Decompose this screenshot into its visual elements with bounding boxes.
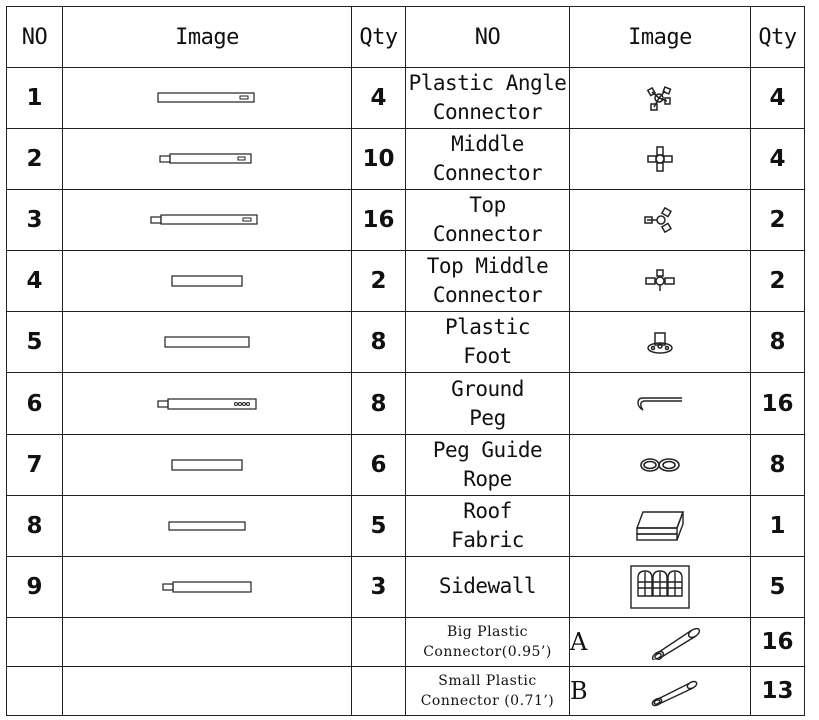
part-name — [406, 434, 570, 495]
pole-icon — [160, 335, 254, 349]
table-row — [7, 617, 805, 666]
table-row — [7, 666, 805, 715]
pole-qty: 5 — [352, 495, 406, 556]
table-row — [7, 373, 805, 434]
header-image-left: Image — [63, 7, 352, 68]
pole-qty: 10 — [352, 129, 406, 190]
part-name-line: Ground — [451, 376, 524, 401]
item-number: 8 — [7, 495, 63, 556]
part-image — [570, 434, 751, 495]
top-connector-icon — [643, 205, 677, 235]
item-number: 5 — [7, 312, 63, 373]
table-row — [7, 190, 805, 251]
parts-list-table — [6, 6, 805, 716]
part-name-line: Top — [469, 193, 506, 218]
table-row — [7, 68, 805, 129]
part-name — [406, 190, 570, 251]
empty-cell — [63, 617, 352, 666]
part-qty: 16 — [751, 373, 805, 434]
empty-cell — [63, 666, 352, 715]
part-image — [570, 190, 751, 251]
header-qty-right: Qty — [751, 7, 805, 68]
pole-icon — [152, 91, 262, 105]
pole-image — [63, 68, 352, 129]
table-row — [7, 251, 805, 312]
part-name — [406, 251, 570, 312]
empty-cell — [7, 666, 63, 715]
part-image — [570, 68, 751, 129]
roof-fabric-icon — [633, 506, 687, 546]
part-name-line: Foot — [463, 344, 512, 369]
part-name-line: Connector — [432, 161, 543, 186]
part-image — [570, 129, 751, 190]
part-name-line: Connector(0.95’) — [423, 643, 552, 660]
part-qty: 4 — [751, 129, 805, 190]
pole-qty: 8 — [352, 312, 406, 373]
part-qty: 13 — [751, 666, 805, 715]
pole-image — [63, 129, 352, 190]
pole-image — [63, 556, 352, 617]
sidewall-icon — [629, 564, 691, 610]
part-name — [406, 495, 570, 556]
part-name-line: Plastic Angle — [408, 71, 567, 96]
pole-qty: 8 — [352, 373, 406, 434]
pole-icon — [152, 152, 262, 166]
part-qty: 4 — [751, 68, 805, 129]
item-number: 6 — [7, 373, 63, 434]
part-image — [570, 373, 751, 434]
part-qty: 2 — [751, 251, 805, 312]
table-row — [7, 495, 805, 556]
part-image — [570, 312, 751, 373]
pole-icon — [147, 213, 267, 227]
part-image — [570, 251, 751, 312]
header-qty-left: Qty — [352, 7, 406, 68]
pole-icon — [152, 397, 262, 411]
item-number: 4 — [7, 251, 63, 312]
part-name-line: Rope — [463, 466, 512, 491]
connector-letter: A — [570, 627, 588, 656]
angle-connector-icon — [645, 83, 675, 113]
part-name — [406, 129, 570, 190]
empty-cell — [7, 617, 63, 666]
part-name — [406, 68, 570, 129]
part-name — [406, 556, 570, 617]
header-image-right: Image — [570, 7, 751, 68]
part-name-line: Connector — [432, 283, 543, 308]
part-name — [406, 666, 570, 715]
top-middle-connector-icon — [643, 268, 677, 294]
connector-letter: B — [570, 676, 588, 705]
part-qty: 1 — [751, 495, 805, 556]
ground-peg-icon — [635, 394, 685, 414]
part-name — [406, 617, 570, 666]
pole-icon — [157, 580, 257, 594]
header-no-right: NO — [406, 7, 570, 68]
part-qty: 8 — [751, 434, 805, 495]
big-tube-connector-icon — [646, 624, 702, 660]
part-name-line: Small Plastic — [438, 672, 537, 689]
part-name-line: Connector — [432, 222, 543, 247]
pole-image — [63, 190, 352, 251]
part-name — [406, 373, 570, 434]
part-name-line: Big Plastic — [446, 623, 529, 640]
part-image — [570, 495, 751, 556]
part-image — [570, 617, 751, 666]
header-row — [7, 7, 805, 68]
rope-icon — [638, 454, 682, 476]
empty-cell — [352, 666, 406, 715]
middle-connector-icon — [645, 144, 675, 174]
part-name-line: Peg — [469, 405, 506, 430]
pole-image — [63, 495, 352, 556]
part-qty: 16 — [751, 617, 805, 666]
part-image — [570, 556, 751, 617]
pole-qty: 6 — [352, 434, 406, 495]
part-name-line: Roof — [463, 498, 512, 523]
small-tube-connector-icon — [646, 675, 702, 707]
part-qty: 5 — [751, 556, 805, 617]
part-name — [406, 312, 570, 373]
part-name-line: Plastic — [444, 315, 530, 340]
item-number: 9 — [7, 556, 63, 617]
header-no-left: NO — [7, 7, 63, 68]
part-name-line: Middle — [451, 132, 524, 157]
pole-image — [63, 373, 352, 434]
part-name-line: Peg Guide — [432, 437, 543, 462]
pole-qty: 4 — [352, 68, 406, 129]
item-number: 7 — [7, 434, 63, 495]
part-name-line: Connector — [432, 100, 543, 125]
table-row — [7, 312, 805, 373]
pole-icon — [164, 519, 250, 533]
pole-icon — [167, 274, 247, 288]
table-row — [7, 434, 805, 495]
pole-image — [63, 312, 352, 373]
part-image — [570, 666, 751, 715]
plastic-foot-icon — [645, 328, 675, 356]
pole-image — [63, 434, 352, 495]
table-row — [7, 556, 805, 617]
item-number: 3 — [7, 190, 63, 251]
part-name-line: Top Middle — [426, 254, 549, 279]
part-name-line: Fabric — [451, 527, 524, 552]
pole-image — [63, 251, 352, 312]
pole-qty: 16 — [352, 190, 406, 251]
pole-icon — [167, 458, 247, 472]
pole-qty: 3 — [352, 556, 406, 617]
table-row — [7, 129, 805, 190]
part-qty: 2 — [751, 190, 805, 251]
part-name-line: Sidewall — [438, 574, 537, 599]
pole-qty: 2 — [352, 251, 406, 312]
part-qty: 8 — [751, 312, 805, 373]
part-name-line: Connector (0.71’) — [420, 692, 555, 709]
empty-cell — [352, 617, 406, 666]
item-number: 2 — [7, 129, 63, 190]
item-number: 1 — [7, 68, 63, 129]
